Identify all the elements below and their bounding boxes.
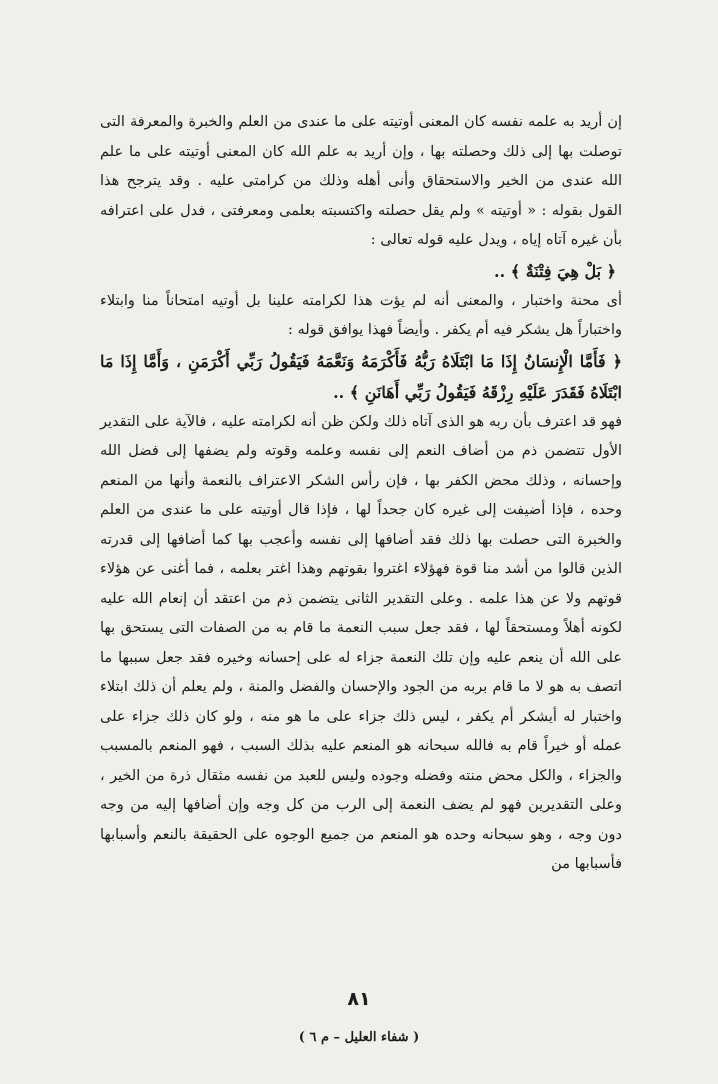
paragraph-1: إن أريد به علمه نفسه كان المعنى أوتيته على ما عندى من العلم والخبرة والمعرفة التى توصلت بها إلى ذلك وحصلته بها ، وإن أريد به علم الله كان المعنى أوتيته على ما علم الله عندى من الخير والاستحقاق وأنى أهله وذلك من كرامتى عليه . وقد يترجح هذا القول بقوله : « أوتيته » ولم يقل حصلته واكتسبته بعلمى ومعرفتى ، فدل على اعترافه بأن غيره آتاه إياه ، ويدل عليه قوله تعالى :	[100, 114, 622, 248]
quote-1: ﴿ بَلْ هِيَ فِتْنَةٌ ﴾ ..	[494, 261, 616, 281]
verse-2: ﴿ فَأَمَّا الْإِنسَانُ إِذَا مَا ابْتَلَاهُ رَبُّهُ فَأَكْرَمَهُ وَنَعَّمَهُ فَيَقُولُ رَبِّي أَكْرَمَنِ ، وَأَمَّا إِذَا مَا ابْتَلَاهُ فَقَدَرَ عَلَيْهِ رِزْقَهُ فَيَقُولُ رَبِّي أَهَانَنِ ﴾ ..	[100, 351, 622, 402]
printer-signature: ( شفاء العليل – م ٦ )	[298, 1030, 420, 1045]
paragraph-3: فهو قد اعترف بأن ربه هو الذى آتاه ذلك ولكن ظن أنه لكرامته عليه ، فالآية على التقدير الأول تتضمن ذم من أضاف النعم إلى نفسه وعلمه وقوته ولم يضفها إلى فضل الله وإحسانه ، وذلك محض الكفر بها ، فإن رأس الشكر الاعتراف بالنعمة وأنها من المنعم وحده ، فإذا أضيفت إلى غيره كان جحداً لها ، فإذا قال أوتيته على ما عندى من العلم والخبرة التى حصلت بها ذلك فقد أضافها إلى نفسه وأعجب بها كما أضافها إلى قدرته الذين قالوا من أشد منا قوة فهؤلاء اغتروا بقوتهم وهذا اغتر بعلمه ، فما أغنى عن هؤلاء قوتهم ولا عن هذا علمه . وعلى التقدير الثانى يتضمن ذم من اعتقد أن إنعام الله عليه لكونه أهلاً ومستحقاً لها ، فقد جعل سبب النعمة ما قام به من الصفات التى يستحق بها على الله أن ينعم عليه وإن تلك النعمة جزاء له على إحسانه وخيره فقد جعل سببها ما اتصف به هو لا ما قام بربه من الجود والإحسان والفضل والمنة ، ولم يعلم أن ذلك ابتلاء واختبار له أيشكر أم يكفر ، ليس ذلك جزاء على ما هو منه ، ولو كان ذلك جزاء على عمله أو خيراً قام به فالله سبحانه هو المنعم عليه بذلك السبب ، فهو المنعم بالمسبب والجزاء ، والكل محض منته وفضله وجوده وليس للعبد من نفسه مثقال ذرة من الخير ، وعلى التقديرين فهو لم يضف النعمة إلى الرب من كل وجه وإن أضافها إليه من وجه دون وجه ، وهو سبحانه وحده هو المنعم من جميع الوجوه على الحقيقة بالنعم وأسبابها فأسبابها من	[100, 413, 622, 872]
paragraph-2: أى محنة واختبار ، والمعنى أنه لم يؤت هذا لكرامته علينا بل أوتيه امتحاناً منا وابتلاء واختباراً هل يشكر فيه أم يكفر . وأيضاً فهذا يوافق قوله :	[100, 292, 622, 338]
main-text-block	[100, 108, 622, 880]
page-number: ٨١	[347, 988, 371, 1010]
